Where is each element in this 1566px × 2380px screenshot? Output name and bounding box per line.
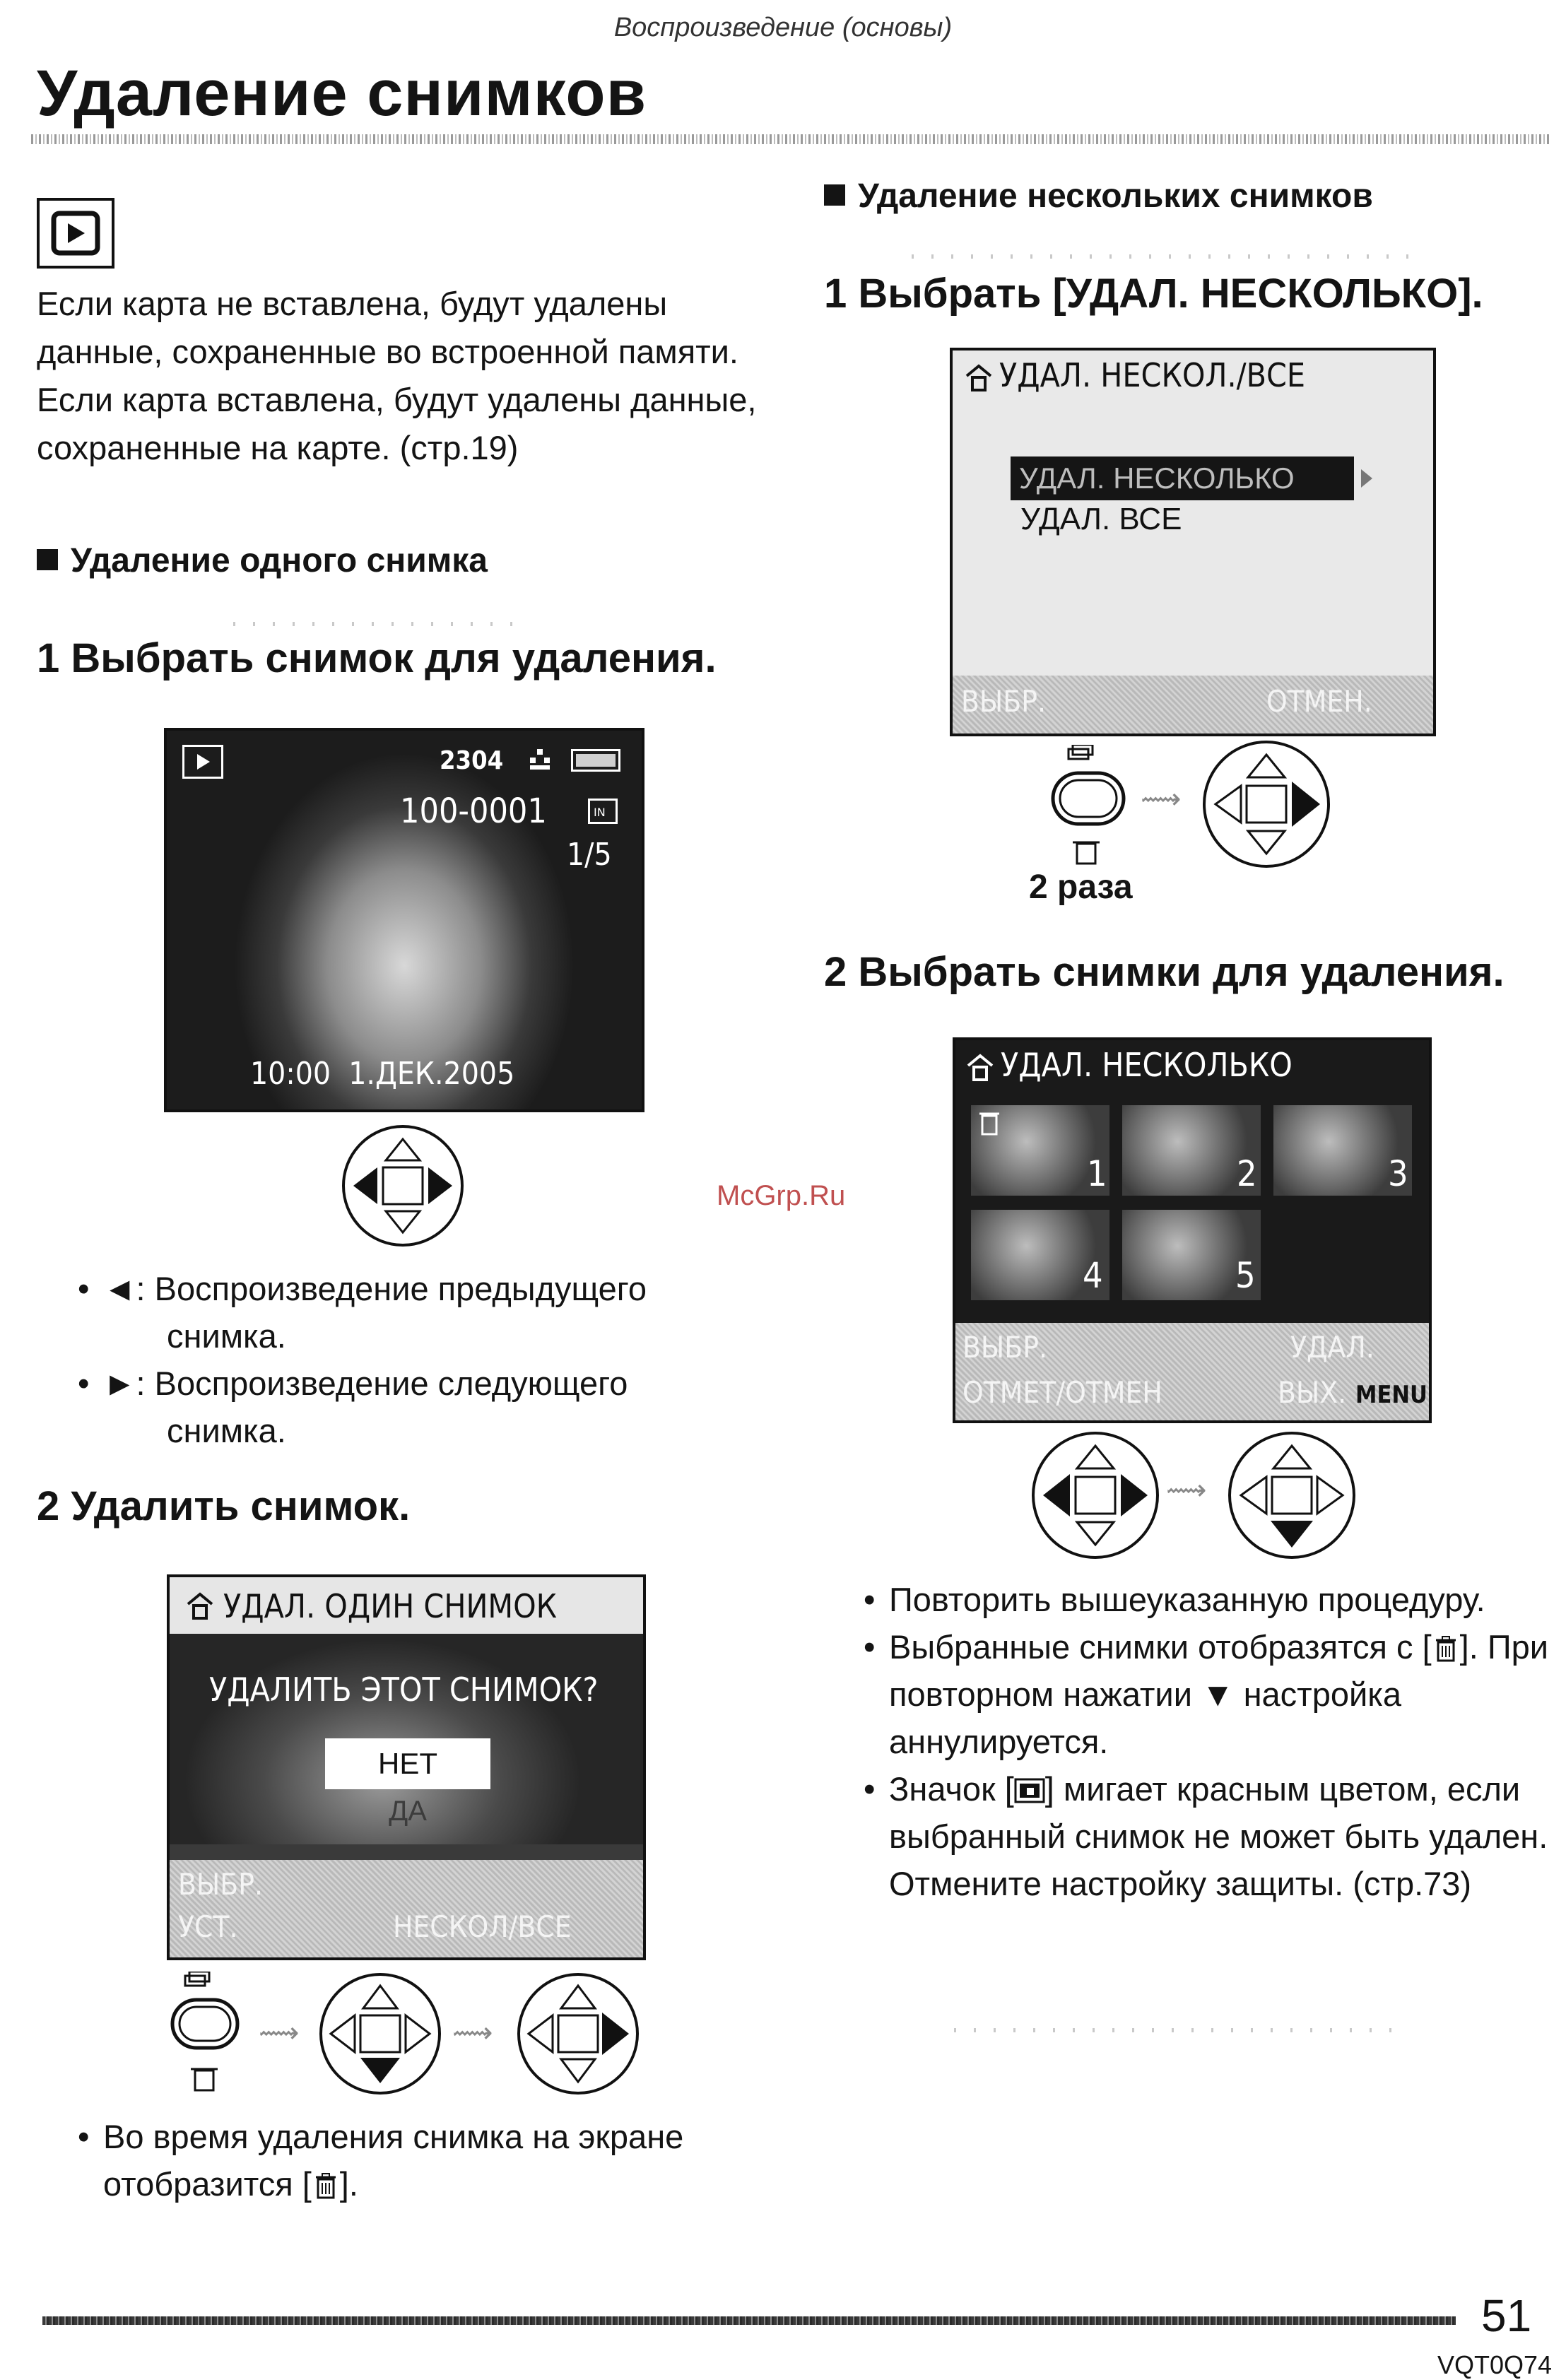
doc-code: VQT0Q74 — [1437, 2350, 1553, 2379]
step-single-1: 1 Выбрать снимок для удаления. — [37, 635, 717, 681]
menu-screen-title: УДАЛ. НЕСКОЛ./ВСЕ — [999, 356, 1306, 394]
delete-question: УДАЛИТЬ ЭТОТ СНИМОК? — [209, 1671, 599, 1709]
cross-key-down[interactable] — [318, 1972, 442, 2096]
intro-text: Если карта не вставлена, будут удалены данные, сохраненные во встроенной памяти. Если карта вставлена, будут удалены данные, сохраненные на карте. (стр.19) — [37, 285, 757, 466]
delete-button-2[interactable] — [1047, 745, 1132, 869]
single-note: • Во время удаления снимка на экране отобразится [ ]. — [78, 2113, 784, 2208]
bullet-protect: • Значок [ ] мигает красным цветом, если выбранный снимок не может быть удален. Отмените настройку защиты. (стр.73) — [864, 1765, 1556, 1907]
menu-item-delete-all[interactable]: УДАЛ. ВСЕ — [1020, 502, 1182, 536]
option-no[interactable]: НЕТ — [325, 1738, 490, 1789]
cross-key-right-2[interactable] — [1201, 739, 1331, 869]
heading-single-delete: Удаление одного снимка — [37, 541, 488, 580]
cross-key-left-right-2[interactable] — [1030, 1430, 1160, 1560]
single-bullets — [78, 1265, 770, 1454]
playback-icon — [182, 745, 223, 779]
multi-select-screen — [953, 1037, 1432, 1423]
bullet-next: • ►: Воспроизведение следующего — [78, 1360, 770, 1407]
option-yes[interactable]: ДА — [389, 1796, 427, 1827]
menu-button-label: MENU — [1355, 1381, 1427, 1409]
step-multi-1: 1 Выбрать [УДАЛ. НЕСКОЛЬКО]. — [824, 271, 1483, 317]
arrow-to-cross-key: ⟿ — [259, 2017, 300, 2049]
arrow-icon: ⟿ — [1141, 784, 1182, 815]
menu-footer-cancel: ОТМЕН. — [1266, 684, 1372, 719]
bullet-previous: • ◄: Воспроизведение предыдущего — [78, 1265, 770, 1312]
battery-icon — [571, 749, 620, 772]
date-time: 10:00 1.ДЕК.2005 — [250, 1056, 515, 1092]
trash-icon — [977, 1108, 1002, 1136]
resolution-label: 2304 — [440, 746, 504, 775]
faint-dots-bottom — [954, 2028, 1406, 2032]
arrow-icon: ⟿ — [1166, 1475, 1207, 1506]
delete-screen-title: УДАЛ. ОДИН СНИМОК — [223, 1587, 558, 1625]
section-caption: Воспроизведение (основы) — [613, 13, 953, 42]
page-title: Удаление снимков — [37, 57, 647, 129]
protect-icon — [1014, 1769, 1045, 1798]
image-counter: 1/5 — [567, 837, 612, 873]
thumb-number-1: 1 — [1087, 1153, 1107, 1194]
step-single-2: 2 Удалить снимок. — [37, 1483, 411, 1529]
thumb-number-4: 4 — [1083, 1255, 1103, 1296]
portrait-photo — [167, 731, 642, 1109]
page-number: 51 — [1481, 2290, 1532, 2341]
delete-menu-icon — [964, 1050, 996, 1083]
playback-screen — [164, 728, 644, 1112]
cross-key-left-right[interactable] — [341, 1124, 465, 1248]
footer-set: УСТ. — [178, 1909, 238, 1944]
playback-mode-icon — [37, 198, 114, 269]
select-footer-delete: УДАЛ. — [1290, 1330, 1374, 1365]
footer-multi-all: НЕСКОЛ/ВСЕ — [393, 1909, 572, 1944]
footer-rule — [42, 2316, 1456, 2325]
delete-menu-icon — [184, 1589, 216, 1621]
bullet-repeat: • Повторить вышеуказанную процедуру. — [864, 1576, 1556, 1623]
step-multi-2: 2 Выбрать снимки для удаления. — [824, 949, 1505, 995]
header-rule — [31, 134, 1550, 144]
menu-item-delete-multi[interactable]: УДАЛ. НЕСКОЛЬКО — [1011, 456, 1354, 500]
select-footer-select: ВЫБР. — [962, 1330, 1047, 1365]
faint-dots-right — [912, 254, 1420, 259]
menu-footer-select: ВЫБР. — [961, 684, 1046, 719]
delete-menu-icon — [962, 360, 995, 393]
file-number: 100-0001 — [400, 791, 547, 831]
bullet-selected: • Выбранные снимки отобразятся с [ ]. При повторном нажатии ▼ настройка аннулируется. — [864, 1623, 1556, 1765]
multi-all-menu-screen — [950, 348, 1436, 736]
cross-key-down-2[interactable] — [1227, 1430, 1357, 1560]
select-footer-exit: ВЫХ. — [1278, 1375, 1347, 1410]
internal-memory-icon — [588, 799, 618, 824]
bullet-next-cont: снимка. — [167, 1412, 286, 1449]
bullet-previous-cont: снимка. — [167, 1317, 286, 1355]
delete-button[interactable] — [167, 1972, 245, 2096]
select-screen-title: УДАЛ. НЕСКОЛЬКО — [1001, 1046, 1293, 1084]
svg-text:IN: IN — [594, 806, 606, 819]
press-count: 2 раза — [1029, 868, 1133, 906]
faint-dots — [233, 622, 530, 626]
arrow-to-cross-key-right: ⟿ — [452, 2017, 493, 2049]
footer-select: ВЫБР. — [178, 1867, 263, 1902]
trash-icon — [1432, 1627, 1460, 1656]
heading-multi-delete: Удаление нескольких снимков — [824, 177, 1373, 216]
chevron-right-icon — [1360, 468, 1374, 489]
cross-key-right[interactable] — [516, 1972, 640, 2096]
trash-icon — [312, 2164, 340, 2193]
delete-confirm-screen — [167, 1574, 646, 1960]
thumb-number-2: 2 — [1237, 1153, 1257, 1194]
multi-bullets — [864, 1576, 1556, 1907]
select-footer-mark: ОТМЕТ/ОТМЕН — [962, 1375, 1162, 1410]
thumb-number-3: 3 — [1388, 1153, 1408, 1194]
thumb-number-5: 5 — [1235, 1255, 1256, 1296]
quality-icon — [527, 748, 553, 772]
watermark: McGrp.Ru — [717, 1180, 846, 1211]
